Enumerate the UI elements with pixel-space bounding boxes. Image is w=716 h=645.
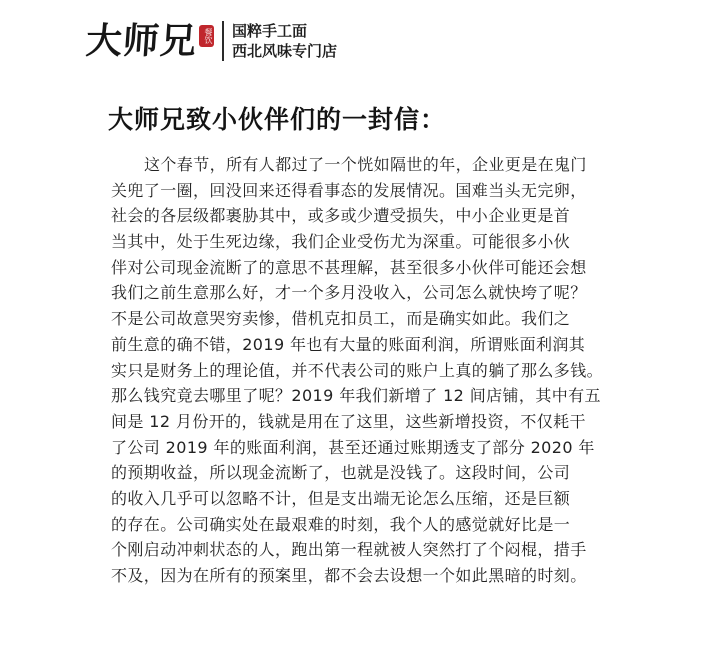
letter-line: 前生意的确不错，2019 年也有大量的账面利润，所谓账面利润其 (111, 334, 586, 354)
letter-line: 的收入几乎可以忽略不计，但是支出端无论怎么压缩，还是巨额 (111, 488, 571, 508)
letter-line: 个刚启动冲刺状态的人，跑出第一程就被人突然打了个闷棍，措手 (111, 540, 587, 560)
brand-tagline (232, 21, 337, 61)
letter-line: 那么钱究竟去哪里了呢？2019 年我们新增了 12 间店铺，其中有五 (111, 386, 601, 406)
letter-title: 大师兄致小伙伴们的一封信： (108, 105, 447, 134)
letter-line: 的预期收益，所以现金流断了，也就是没钱了。这段时间，公司 (111, 463, 571, 483)
letter-line: 不是公司故意哭穷卖惨，借机克扣员工，而是确实如此。我们之 (111, 309, 571, 329)
letter-line: 间是 12 月份开的，钱就是用在了这里，这些新增投资，不仅耗干 (111, 411, 586, 431)
tagline-line-2: 西北风味专门店 (232, 42, 338, 60)
letter-line: 了公司 2019 年的账面利润，甚至还通过账期透支了部分 2020 年 (111, 437, 595, 457)
letter-line: 伴对公司现金流断了的意思不甚理解，甚至很多小伙伴可能还会想 (111, 257, 587, 277)
tagline-line-1: 国粹手工面 (232, 22, 308, 40)
letter-line: 不及，因为在所有的预案里，都不会去设想一个如此黑暗的时刻。 (111, 566, 587, 585)
letter-line: 的存在。公司确实处在最艰难的时刻，我个人的感觉就好比是一 (111, 514, 571, 534)
brand-logo: 大师兄 (84, 20, 199, 62)
letter-line: 我们之前生意那么好，才一个多月没收入，公司怎么就快垮了呢？ (111, 283, 587, 303)
letter-body (111, 152, 651, 589)
letter-line: 这个春节，所有人都过了一个恍如隔世的年，企业更是在鬼门 (144, 155, 587, 174)
letter-line: 当其中，处于生死边缘，我们企业受伤尤为深重。可能很多小伙 (111, 232, 571, 252)
brand-seal: 餐饮 (199, 25, 214, 47)
letter-line: 关兜了一圈，回没回来还得看事态的发展情况。国难当头无完卵， (111, 180, 587, 200)
brand-divider (222, 21, 224, 61)
letter-line: 实只是财务上的理论值，并不代表公司的账户上真的躺了那么多钱。 (111, 360, 604, 380)
letter-line: 社会的各层级都裹胁其中，或多或少遭受损失，中小企业更是首 (111, 206, 571, 226)
brand-header (86, 16, 337, 66)
